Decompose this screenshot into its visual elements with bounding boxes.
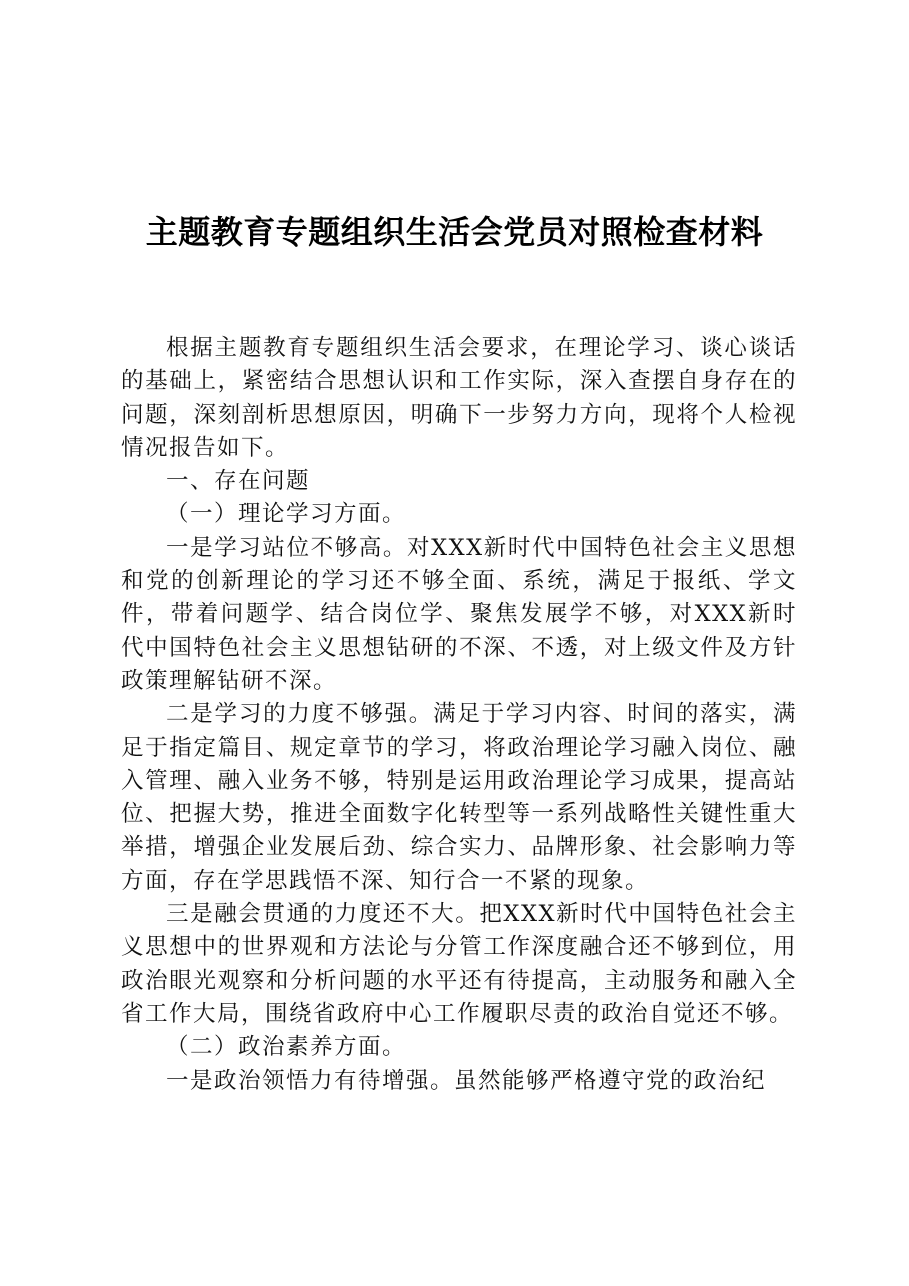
paragraph-theory-point-2: 二是学习的力度不够强。满足于学习内容、时间的落实，满足于指定篇目、规定章节的学习，将政治理论学习融入岗位、融入管理、融入业务不够，特别是运用政治理论学习成果，提高站位、把握大势，推进全面数字化转型等一系列战略性关键性重大举措，增强企业发展后劲、综合实力、品牌形象、社会影响力等方面，存在学思践悟不深、知行合一不紧的现象。 — [121, 701, 797, 894]
document-body — [121, 332, 797, 1098]
subsection-heading-theory-study: （一）理论学习方面。 — [166, 501, 407, 528]
intro-paragraph: 根据主题教育专题组织生活会要求，在理论学习、谈心谈话的基础上，紧密结合思想认识和工作实际，深入查摆自身存在的问题，深刻剖析思想原因，明确下一步努力方向，现将个人检视情况报告如下。 — [121, 335, 797, 461]
paragraph-theory-point-3: 三是融会贯通的力度还不大。把XXX新时代中国特色社会主义思想中的世界观和方法论与分管工作深度融合还不够到位，用政治眼光观察和分析问题的水平还有待提高，主动服务和融入全省工作大局，围绕省政府中心工作履职尽责的政治自觉还不够。 — [121, 901, 797, 1027]
document-title: 主题教育专题组织生活会党员对照检查材料 — [145, 213, 764, 251]
section-heading-problems: 一、存在问题 — [166, 468, 311, 495]
paragraph-theory-point-1: 一是学习站位不够高。对XXX新时代中国特色社会主义思想和党的创新理论的学习还不够全面、系统，满足于报纸、学文件，带着问题学、结合岗位学、聚焦发展学不够，对XXX新时代中国特色社会主义思想钻研的不深、不透，对上级文件及方针政策理解钻研不深。 — [121, 534, 797, 694]
paragraph-political-point-1: 一是政治领悟力有待增强。虽然能够严格遵守党的政治纪 — [166, 1067, 767, 1094]
subsection-heading-political-quality: （二）政治素养方面。 — [166, 1034, 407, 1061]
